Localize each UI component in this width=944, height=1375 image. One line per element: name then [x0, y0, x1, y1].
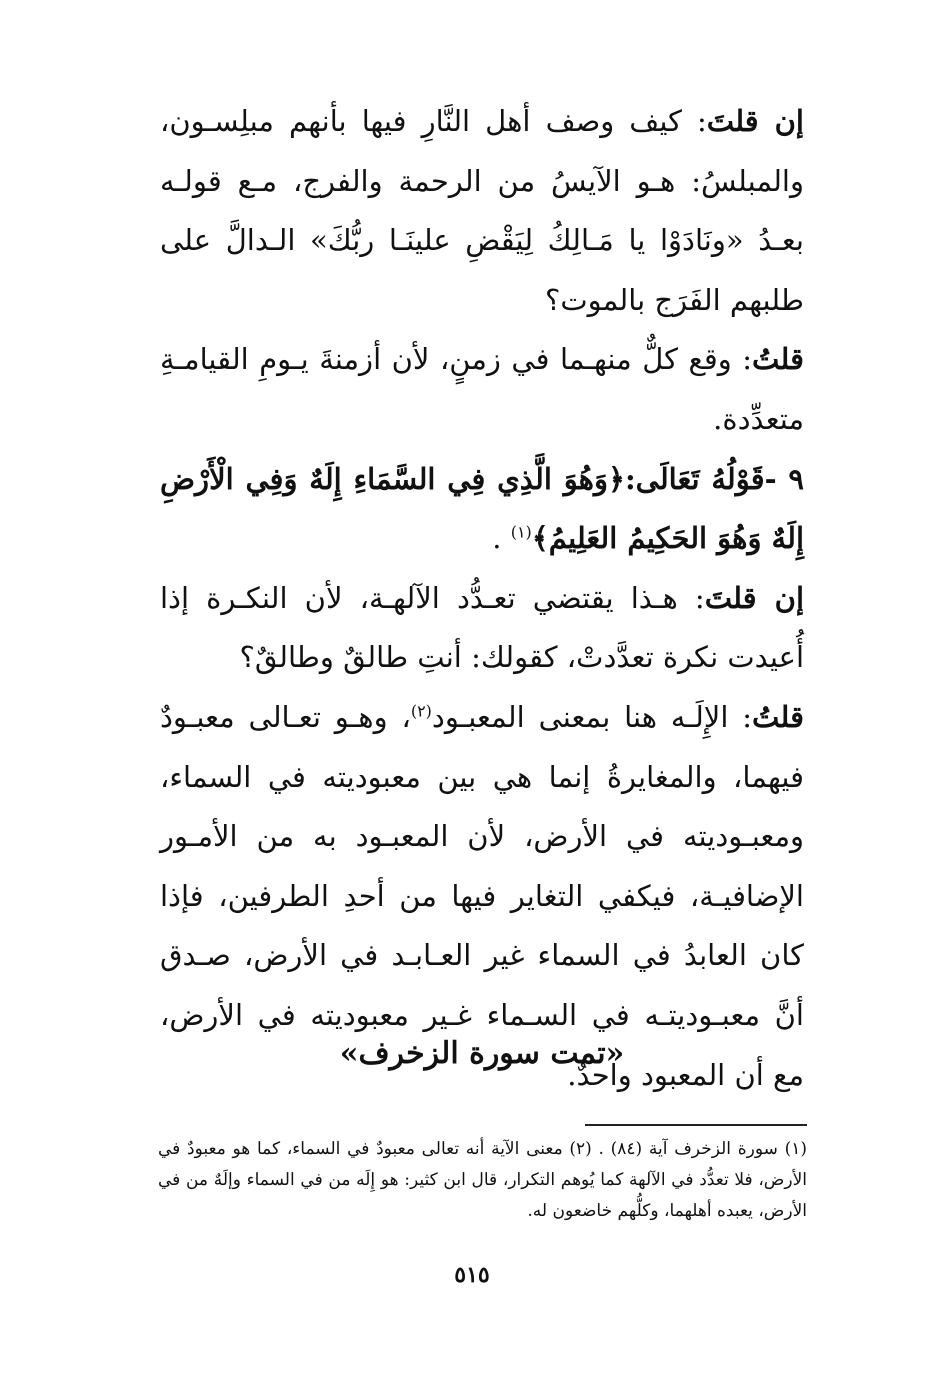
footnotes	[158, 1134, 807, 1227]
page-number: ٥١٥	[454, 1262, 490, 1288]
answer-label: قلتُ	[752, 342, 804, 377]
footnote-text: (١) سورة الزخرف آية (٨٤) . (٢) معنى الآية أنه تعالى معبودٌ في السماء، كما هو معبودٌ في الأرض، فلا تعدُّد في الآلهة كما يُوهم التكرار، قال ابن كثير: هو إِلَه من في السماء وإلَهٌ من في الأرض، يعبده أهلهما، وكلُّهم خاضعون له.	[158, 1139, 807, 1221]
answer-label: قلتُ	[752, 699, 804, 734]
verse-intro: قَوْلُهُ تَعَالَى:	[624, 461, 765, 496]
paragraph-question-2	[160, 569, 804, 688]
verse-end: .	[492, 521, 511, 556]
question-label: إن قلتَ	[704, 580, 805, 615]
paragraph-text-before: : الإِلَـه هنا بمعنى المعبـود	[431, 699, 753, 734]
paragraph-verse-9	[160, 450, 804, 569]
paragraph-text: : كيف وصف أهل النَّارِ فيها بأنهم مبلِسـون، والمبلسُ: هـو الآيسُ من الرحمة والفرج، مـع قولـه بعـدُ «ونَادَوْا يا مَـالِكُ لِيَقْضِ علينَـا ربُّكَ» الـدالَّ على طلبهم الفَرَج بالموت؟	[160, 104, 804, 317]
footnote-ref-1: (١)	[510, 522, 532, 542]
paragraph-text: : هـذا يقتضي تعـدُّد الآلهـة، لأن النكـرة إذا أُعيدت نكرة تعدَّدتْ، كقولك: أنتِ طالقٌ وطالقٌ؟	[160, 580, 804, 675]
question-label: إن قلتَ	[706, 104, 804, 138]
paragraph-text: : وقع كلٌّ منهـما في زمنٍ، لأن أزمنةَ يـومِ القيامـةِ متعدِّدة.	[160, 342, 804, 436]
verse-number: ٩ -	[764, 461, 804, 496]
surah-closing-title: «تمت سورة الزخرف»	[339, 1036, 625, 1071]
paragraph-question-1	[160, 92, 804, 330]
main-text	[160, 92, 804, 1105]
footnote-divider	[585, 1124, 807, 1126]
paragraph-text-after: ، وهـو تعـالى معبـودٌ فيهما، والمغايرةُ إنما هي بين معبوديته في السماء، ومعبـوديته في الأرض، لأن المعبـود به من الأمـور الإضافيـة، فيكفي التغاير فيها من أحدِ الطرفين، فإذا كان العابدُ في السماء غير العـابـد في الأرض، صـدق أنَّ معبـوديتـه في السـماء غـير معبوديته في الأرض، مع أن المعبود واحدٌ.	[160, 699, 804, 1092]
quran-verse: ﴿وَهُوَ الَّذِي فِي السَّمَاءِ إِلَهٌ وَفِي الْأَرْضِ إِلَهٌ وَهُوَ الحَكِيمُ العَلِيمُ﴾	[160, 461, 804, 556]
paragraph-answer-1	[160, 330, 804, 449]
footnote-ref-2: (٢)	[410, 701, 432, 721]
